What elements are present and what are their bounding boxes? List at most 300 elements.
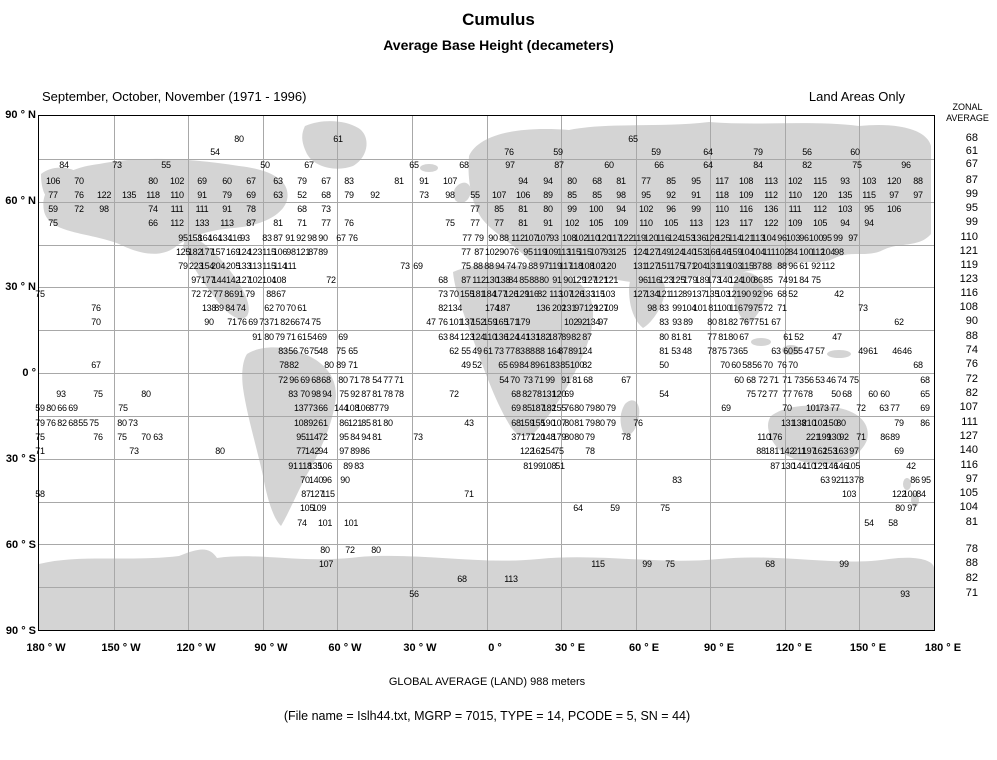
- map-value: 91: [561, 375, 571, 385]
- map-value: 87: [361, 389, 371, 399]
- map-value: 99: [642, 559, 652, 569]
- map-value: 108: [344, 403, 360, 413]
- map-value: 138: [495, 275, 511, 285]
- map-value: 119: [548, 261, 562, 271]
- map-value: 58: [742, 360, 752, 370]
- zonal-average-value: 78: [965, 543, 978, 555]
- map-value: 100: [588, 204, 604, 214]
- map-value: 110: [170, 190, 184, 200]
- map-value: 148: [540, 432, 556, 442]
- map-value: 75: [48, 218, 58, 228]
- map-value: 72: [758, 375, 768, 385]
- map-value: 102: [564, 218, 580, 228]
- map-value: 182: [535, 332, 551, 342]
- map-value: 73: [858, 303, 868, 313]
- map-value: 91: [252, 332, 262, 342]
- map-value: 124: [669, 247, 685, 257]
- map-value: 120: [601, 261, 617, 271]
- map-value: 71: [534, 375, 544, 385]
- map-value: 73: [438, 289, 448, 299]
- map-value: 84: [449, 332, 459, 342]
- map-value: 58: [35, 489, 45, 499]
- map-value: 101: [343, 518, 359, 528]
- map-value: 79: [585, 403, 595, 413]
- map-value: 95: [296, 432, 306, 442]
- map-value: 71: [777, 303, 787, 313]
- lon-axis-label: 90 ° W: [254, 642, 288, 654]
- map-value: 89: [890, 432, 900, 442]
- map-value: 47: [832, 332, 842, 342]
- map-value: 106: [45, 176, 61, 186]
- map-value: 77: [213, 289, 223, 299]
- map-value: 80: [234, 134, 244, 144]
- map-value: 76: [348, 233, 358, 243]
- map-value: 61: [297, 303, 307, 313]
- map-value: 60: [783, 346, 793, 356]
- map-value: 62: [264, 303, 274, 313]
- zonal-average-value: 95: [965, 202, 978, 214]
- map-value: 75: [849, 375, 859, 385]
- map-value: 80: [117, 418, 127, 428]
- map-value: 66: [290, 317, 300, 327]
- map-value: 85: [519, 275, 529, 285]
- zonal-average-value: 72: [965, 373, 978, 385]
- map-value: 90: [488, 233, 498, 243]
- map-value: 95: [864, 204, 874, 214]
- map-value: 72: [856, 403, 866, 413]
- map-value: 61: [540, 360, 550, 370]
- map-value: 131: [705, 261, 721, 271]
- map-value: 117: [608, 233, 622, 243]
- zonal-average-value: 67: [965, 158, 978, 170]
- map-value: 140: [717, 275, 733, 285]
- map-value: 140: [308, 475, 324, 485]
- map-value: 103: [841, 489, 857, 499]
- map-value: 77: [505, 346, 515, 356]
- global-average-label: GLOBAL AVERAGE (LAND) 988 meters: [388, 676, 586, 688]
- map-value: 75: [445, 218, 455, 228]
- map-value: 108: [561, 233, 577, 243]
- map-value: 96: [799, 233, 809, 243]
- map-value: 42: [906, 461, 916, 471]
- map-value: 52: [794, 332, 804, 342]
- zonal-average-value: 88: [965, 557, 978, 569]
- zonal-average-value: 107: [959, 401, 978, 413]
- map-value: 75: [339, 389, 349, 399]
- map-value: 104: [261, 275, 277, 285]
- map-value: 89: [561, 332, 571, 342]
- map-value: 71: [782, 375, 792, 385]
- map-value: 83: [262, 233, 272, 243]
- zonal-average-value: 121: [959, 245, 978, 257]
- map-value: 130: [484, 275, 500, 285]
- map-value: 75: [753, 303, 763, 313]
- map-value: 97: [191, 275, 201, 285]
- map-value: 125: [175, 247, 191, 257]
- map-value: 80: [539, 275, 549, 285]
- map-value: 54: [659, 389, 669, 399]
- map-value: 82: [571, 332, 581, 342]
- map-value: 179: [515, 317, 531, 327]
- map-value: 109: [613, 218, 629, 228]
- map-value: 108: [293, 418, 309, 428]
- map-value: 93: [56, 389, 66, 399]
- map-value: 97: [889, 190, 899, 200]
- map-value: 86: [880, 432, 890, 442]
- map-value: 158: [187, 233, 203, 243]
- map-value: 162: [812, 446, 828, 456]
- map-value: 92: [308, 418, 318, 428]
- map-value: 117: [559, 261, 573, 271]
- lat-axis-label: 60 ° S: [5, 539, 36, 551]
- map-value: 129: [812, 461, 828, 471]
- map-value: 96: [289, 375, 299, 385]
- map-value: 66: [148, 218, 158, 228]
- map-value: 117: [739, 218, 753, 228]
- map-value: 59: [610, 503, 620, 513]
- map-value: 78: [803, 389, 813, 399]
- map-value: 76: [93, 432, 103, 442]
- zonal-average-header: [938, 102, 997, 124]
- map-value: 112: [170, 218, 184, 228]
- map-value: 77: [890, 403, 900, 413]
- map-value: 84: [753, 160, 763, 170]
- map-value: 71: [35, 446, 45, 456]
- map-value: 107: [535, 233, 551, 243]
- map-value: 51: [555, 461, 565, 471]
- map-value: 82: [802, 160, 812, 170]
- map-value: 47: [804, 346, 814, 356]
- map-value: 91: [691, 190, 701, 200]
- map-value: 112: [811, 247, 825, 257]
- lat-axis-label: 30 ° S: [5, 453, 36, 465]
- map-value: 74: [148, 204, 158, 214]
- map-value: 80: [595, 403, 605, 413]
- lat-axis-label: 0 °: [22, 367, 36, 379]
- map-value: 124: [667, 233, 683, 243]
- map-value: 110: [788, 190, 802, 200]
- map-value: 73: [794, 375, 804, 385]
- map-value: 80: [215, 446, 225, 456]
- map-value: 131: [541, 389, 557, 399]
- map-value: 79: [245, 289, 255, 299]
- map-value: 98: [99, 204, 109, 214]
- map-value: 177: [520, 432, 536, 442]
- map-value: 184: [481, 289, 497, 299]
- zonal-average-value: 68: [965, 132, 978, 144]
- map-value: 77: [707, 332, 717, 342]
- map-value: 54: [307, 332, 317, 342]
- map-value: 75: [117, 432, 127, 442]
- map-value: 179: [682, 275, 698, 285]
- map-value: 83: [672, 475, 682, 485]
- map-value: 86: [910, 475, 920, 485]
- map-value: 92: [577, 317, 587, 327]
- map-value: 55: [793, 346, 803, 356]
- map-value: 74: [236, 303, 246, 313]
- map-value: 113: [557, 247, 571, 257]
- map-value: 96: [322, 475, 332, 485]
- map-value: 60: [734, 375, 744, 385]
- map-value: 151: [656, 261, 672, 271]
- map-value: 108: [579, 261, 595, 271]
- map-value: 92: [752, 289, 762, 299]
- map-value: 131: [780, 418, 796, 428]
- map-value: 80: [707, 317, 717, 327]
- map-value: 152: [470, 317, 486, 327]
- map-value: 173: [706, 275, 722, 285]
- map-value: 63: [273, 176, 283, 186]
- map-value: 107: [318, 559, 334, 569]
- map-value: 112: [472, 275, 486, 285]
- map-value: 149: [656, 247, 672, 257]
- map-value: 107: [491, 190, 507, 200]
- map-value: 66: [318, 403, 328, 413]
- zonal-average-value: 99: [965, 216, 978, 228]
- map-value: 171: [681, 261, 697, 271]
- map-value: 83: [344, 176, 354, 186]
- map-value: 76: [564, 403, 574, 413]
- map-value: 140: [681, 247, 697, 257]
- map-value: 70: [300, 389, 310, 399]
- map-value: 115: [578, 247, 592, 257]
- map-value: 70: [91, 317, 101, 327]
- map-value: 72: [763, 303, 773, 313]
- map-value: 80: [659, 332, 669, 342]
- map-value: 65: [628, 134, 638, 144]
- map-value: 68: [592, 176, 602, 186]
- map-value: 77: [48, 190, 58, 200]
- map-value: 56: [409, 589, 419, 599]
- map-value: 204: [210, 261, 226, 271]
- map-value: 197: [801, 446, 817, 456]
- map-value: 77: [768, 389, 778, 399]
- map-value: 63: [879, 403, 889, 413]
- map-value: 56: [802, 147, 812, 157]
- map-value: 80: [148, 176, 158, 186]
- map-value: 119: [632, 233, 646, 243]
- map-value: 82: [57, 418, 67, 428]
- map-value: 153: [822, 446, 838, 456]
- map-value: 115: [740, 261, 754, 271]
- map-value: 62: [449, 346, 459, 356]
- map-value: 86: [920, 418, 930, 428]
- map-value: 121: [726, 289, 742, 299]
- map-value: 121: [603, 275, 619, 285]
- map-value: 77: [470, 218, 480, 228]
- map-value: 120: [812, 190, 828, 200]
- lon-axis-label: 120 ° E: [775, 642, 813, 654]
- map-value: 157: [210, 247, 226, 257]
- map-value: 113: [751, 233, 765, 243]
- map-value: 87: [554, 160, 564, 170]
- map-value: 93: [672, 317, 682, 327]
- map-value: 80: [574, 432, 584, 442]
- map-value: 164: [207, 233, 223, 243]
- map-value: 55: [470, 190, 480, 200]
- map-value: 68: [297, 204, 307, 214]
- map-value: 77: [461, 247, 471, 257]
- map-value: 78: [279, 360, 289, 370]
- map-value: 106: [272, 247, 288, 257]
- map-value: 79: [606, 403, 616, 413]
- map-value: 76: [793, 389, 803, 399]
- map-value: 177: [200, 275, 216, 285]
- map-value: 77: [383, 375, 393, 385]
- map-value: 134: [585, 317, 601, 327]
- map-value: 71: [464, 489, 474, 499]
- zonal-average-value: 99: [965, 188, 978, 200]
- map-value: 135: [307, 461, 323, 471]
- map-value: 70: [300, 475, 310, 485]
- zonal-average-value: 111: [961, 416, 978, 428]
- map-value: 75: [336, 346, 346, 356]
- zonal-average-value: 88: [965, 330, 978, 342]
- map-value: 71: [269, 317, 279, 327]
- lat-axis-label: 60 ° N: [5, 195, 36, 207]
- map-value: 111: [283, 261, 297, 271]
- map-value: 127: [644, 247, 660, 257]
- zonal-average-value: 76: [965, 358, 978, 370]
- map-value: 221: [805, 432, 821, 442]
- map-value: 144: [333, 403, 349, 413]
- map-value: 88: [528, 261, 538, 271]
- map-value: 52: [472, 360, 482, 370]
- map-value: 114: [728, 233, 742, 243]
- map-value: 96: [666, 204, 676, 214]
- map-value: 87: [558, 346, 568, 356]
- map-value: 84: [350, 432, 360, 442]
- map-value: 82: [289, 360, 299, 370]
- map-value: 76: [91, 303, 101, 313]
- map-value: 66: [654, 160, 664, 170]
- map-value: 73: [112, 160, 122, 170]
- lon-axis-label: 30 ° E: [554, 642, 586, 654]
- map-value: 78: [246, 204, 256, 214]
- map-value: 129: [583, 303, 599, 313]
- map-value: 75: [660, 503, 670, 513]
- map-value: 85: [522, 403, 532, 413]
- map-value: 91: [788, 275, 798, 285]
- map-value: 79: [379, 403, 389, 413]
- map-value: 98: [286, 247, 296, 257]
- map-value: 110: [483, 332, 497, 342]
- map-value: 93: [900, 589, 910, 599]
- map-value: 80: [595, 418, 605, 428]
- map-value: 92: [666, 190, 676, 200]
- map-value: 115: [321, 489, 335, 499]
- map-value: 116: [656, 233, 670, 243]
- map-value: 73: [400, 261, 410, 271]
- map-value: 125: [611, 247, 627, 257]
- map-value: 82: [522, 389, 532, 399]
- map-value: 69: [413, 261, 423, 271]
- map-value: 114: [273, 261, 287, 271]
- map-value: 107: [589, 247, 605, 257]
- zonal-average-value: 82: [965, 572, 978, 584]
- map-value: 79: [585, 432, 595, 442]
- map-value: 59: [48, 204, 58, 214]
- map-value: 68: [68, 418, 78, 428]
- map-value: 55: [461, 346, 471, 356]
- map-value: 52: [788, 289, 798, 299]
- map-value: 130: [780, 461, 796, 471]
- map-value: 104: [820, 247, 836, 257]
- map-value: 87: [461, 275, 471, 285]
- map-value: 63: [438, 332, 448, 342]
- map-value: 67: [771, 317, 781, 327]
- map-value: 113: [248, 261, 262, 271]
- map-value: 142: [779, 446, 795, 456]
- map-value: 92: [370, 190, 380, 200]
- map-value: 177: [492, 289, 508, 299]
- map-value: 73: [128, 418, 138, 428]
- zonal-average-value: 110: [960, 231, 978, 243]
- map-value: 100: [569, 360, 585, 370]
- map-value: 112: [669, 289, 683, 299]
- map-value: 98: [834, 247, 844, 257]
- map-value: 76: [237, 317, 247, 327]
- map-value: 119: [533, 247, 547, 257]
- map-value: 159: [727, 247, 743, 257]
- map-value: 78: [383, 389, 393, 399]
- map-value: 131: [561, 303, 577, 313]
- map-value: 89: [214, 303, 224, 313]
- map-value: 113: [220, 218, 234, 228]
- map-value: 110: [639, 218, 653, 228]
- map-value: 51: [759, 317, 769, 327]
- map-value: 72: [326, 275, 336, 285]
- map-value: 95: [641, 190, 651, 200]
- map-value: 61: [799, 261, 809, 271]
- map-value: 95: [691, 176, 701, 186]
- map-value: 46: [826, 375, 836, 385]
- map-value: 90: [204, 317, 214, 327]
- map-value: 81: [518, 218, 528, 228]
- map-value: 80: [264, 332, 274, 342]
- map-value: 155: [459, 289, 475, 299]
- map-value: 42: [834, 289, 844, 299]
- map-value: 91: [285, 233, 295, 243]
- map-value: 134: [447, 303, 463, 313]
- map-value: 89: [343, 461, 353, 471]
- map-value: 81: [659, 346, 669, 356]
- map-value: 67: [276, 289, 286, 299]
- map-value: 91: [552, 275, 562, 285]
- map-value: 65: [498, 360, 508, 370]
- map-value: 73: [819, 403, 829, 413]
- map-value: 73: [728, 346, 738, 356]
- map-value: 73: [523, 375, 533, 385]
- map-value: 146: [833, 461, 849, 471]
- map-value: 75: [746, 389, 756, 399]
- map-value: 189: [694, 275, 710, 285]
- map-value: 76: [299, 346, 309, 356]
- map-value: 72: [318, 432, 328, 442]
- map-value: 96: [788, 261, 798, 271]
- map-value: 101: [692, 303, 708, 313]
- map-value: 150: [823, 418, 839, 428]
- map-value: 98: [311, 389, 321, 399]
- map-value: 86: [339, 418, 349, 428]
- map-value: 131: [632, 261, 648, 271]
- map-value: 63: [273, 190, 283, 200]
- map-value: 92: [296, 233, 306, 243]
- map-value: 67: [621, 375, 631, 385]
- map-value: 78: [585, 446, 595, 456]
- map-value: 74: [300, 317, 310, 327]
- map-value: 60: [850, 147, 860, 157]
